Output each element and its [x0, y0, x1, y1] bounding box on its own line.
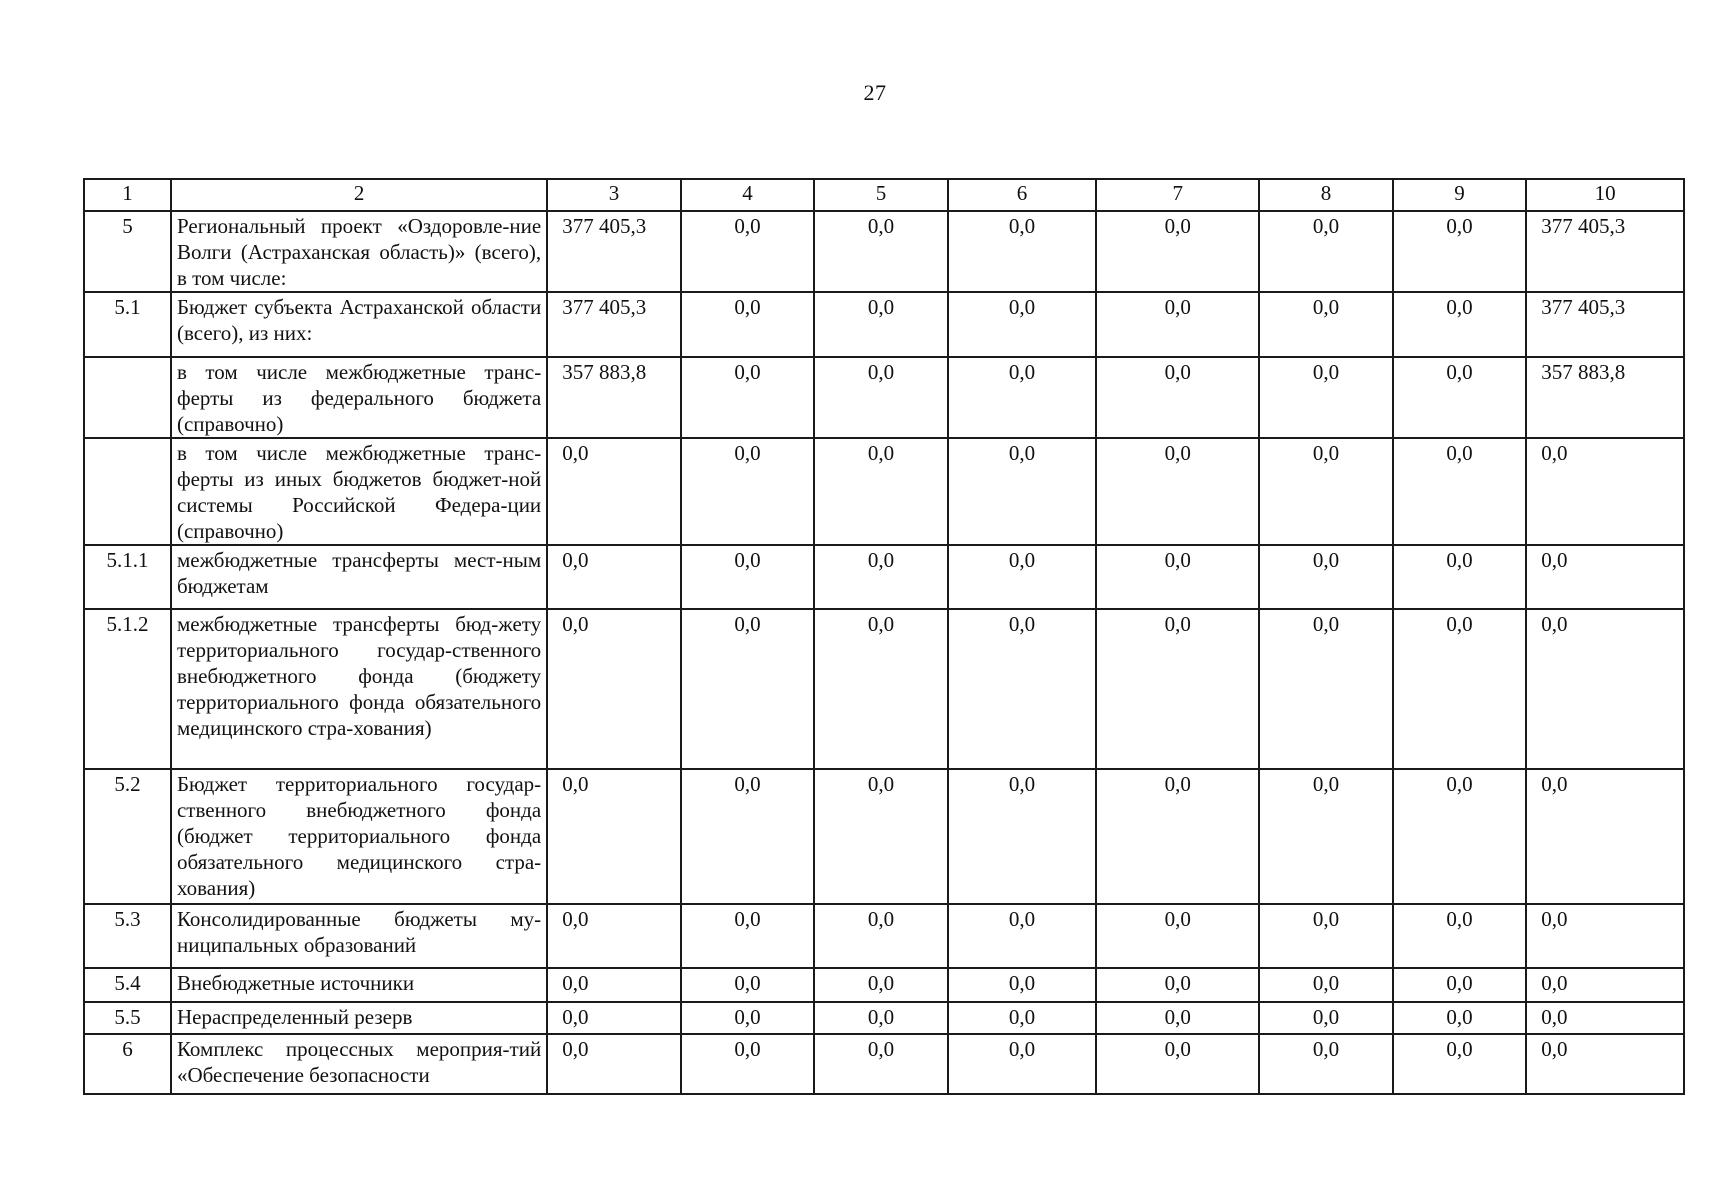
value-cell: 377 405,3: [547, 211, 681, 292]
value-cell: 0,0: [681, 211, 815, 292]
value-cell: 0,0: [948, 357, 1097, 438]
table-row: [84, 1002, 1684, 1034]
value-cell: 0,0: [681, 769, 815, 904]
value-cell: 0,0: [1096, 769, 1259, 904]
table-row: [84, 292, 1684, 357]
value-cell: 0,0: [547, 769, 681, 904]
value-cell: 0,0: [1259, 357, 1393, 438]
row-description: межбюджетные трансферты мест-ным бюджетам: [171, 545, 547, 609]
value-cell: 0,0: [1393, 904, 1527, 968]
value-cell: 0,0: [547, 1034, 681, 1094]
value-cell: 0,0: [948, 769, 1097, 904]
value-cell: 0,0: [814, 545, 948, 609]
table-row: [84, 1034, 1684, 1094]
column-number: 10: [1526, 179, 1684, 211]
value-cell: 0,0: [1096, 1002, 1259, 1034]
value-cell: 0,0: [1526, 609, 1684, 769]
value-cell: 0,0: [948, 904, 1097, 968]
value-cell: 0,0: [1259, 1034, 1393, 1094]
value-cell: 0,0: [948, 609, 1097, 769]
value-cell: 0,0: [814, 968, 948, 1002]
row-number: 5.4: [84, 968, 171, 1002]
value-cell: 0,0: [547, 968, 681, 1002]
row-number: 5.1: [84, 292, 171, 357]
row-description: Бюджет субъекта Астраханской области (всего), из них:: [171, 292, 547, 357]
value-cell: 0,0: [1526, 968, 1684, 1002]
row-number: 6: [84, 1034, 171, 1094]
value-cell: 0,0: [1259, 292, 1393, 357]
value-cell: 0,0: [814, 1034, 948, 1094]
value-cell: 0,0: [1526, 769, 1684, 904]
table-row: [84, 438, 1684, 545]
table-row: [84, 968, 1684, 1002]
value-cell: 0,0: [948, 1002, 1097, 1034]
value-cell: 0,0: [1259, 211, 1393, 292]
value-cell: 0,0: [1393, 438, 1527, 545]
value-cell: 0,0: [948, 968, 1097, 1002]
value-cell: 0,0: [814, 438, 948, 545]
value-cell: 0,0: [1393, 1034, 1527, 1094]
column-number: 5: [814, 179, 948, 211]
value-cell: 0,0: [1526, 1034, 1684, 1094]
value-cell: 0,0: [547, 1002, 681, 1034]
row-number: [84, 357, 171, 438]
value-cell: 0,0: [1096, 1034, 1259, 1094]
row-description: Консолидированные бюджеты му-ниципальных образований: [171, 904, 547, 968]
column-number: 9: [1393, 179, 1527, 211]
value-cell: 0,0: [1393, 211, 1527, 292]
value-cell: 0,0: [547, 609, 681, 769]
page-number: 27: [863, 80, 887, 105]
value-cell: 0,0: [1259, 438, 1393, 545]
value-cell: 0,0: [681, 1002, 815, 1034]
value-cell: 0,0: [1096, 609, 1259, 769]
value-cell: 377 405,3: [1526, 211, 1684, 292]
value-cell: 0,0: [681, 1034, 815, 1094]
value-cell: 0,0: [681, 438, 815, 545]
value-cell: 357 883,8: [547, 357, 681, 438]
value-cell: 0,0: [948, 438, 1097, 545]
value-cell: 0,0: [1393, 292, 1527, 357]
value-cell: 0,0: [681, 545, 815, 609]
column-number: 4: [681, 179, 815, 211]
value-cell: 0,0: [547, 545, 681, 609]
value-cell: 0,0: [547, 904, 681, 968]
row-description: Нераспределенный резерв: [171, 1002, 547, 1034]
row-description: Региональный проект «Оздоровле-ние Волги (Астраханская область)» (всего), в том числе:: [171, 211, 547, 292]
column-number: 8: [1259, 179, 1393, 211]
table-row: [84, 211, 1684, 292]
row-number: [84, 438, 171, 545]
value-cell: 0,0: [681, 609, 815, 769]
value-cell: 0,0: [814, 1002, 948, 1034]
value-cell: 0,0: [1259, 609, 1393, 769]
column-number: 6: [948, 179, 1097, 211]
value-cell: 0,0: [1096, 438, 1259, 545]
value-cell: 0,0: [1259, 1002, 1393, 1034]
row-description: Бюджет территориального государ-ственного внебюджетного фонда (бюджет территориального фонда обязательного медицинского стра-хования): [171, 769, 547, 904]
row-description: Комплекс процессных мероприя-тий «Обеспечение безопасности: [171, 1034, 547, 1094]
column-number: 7: [1096, 179, 1259, 211]
value-cell: 0,0: [681, 904, 815, 968]
row-description: Внебюджетные источники: [171, 968, 547, 1002]
value-cell: 0,0: [1526, 438, 1684, 545]
value-cell: 0,0: [1259, 904, 1393, 968]
value-cell: 0,0: [1393, 357, 1527, 438]
row-number: 5.5: [84, 1002, 171, 1034]
value-cell: 0,0: [1526, 1002, 1684, 1034]
table-row: [84, 609, 1684, 769]
value-cell: 0,0: [814, 211, 948, 292]
value-cell: 377 405,3: [547, 292, 681, 357]
value-cell: 0,0: [1096, 357, 1259, 438]
value-cell: 0,0: [948, 545, 1097, 609]
value-cell: 0,0: [1096, 545, 1259, 609]
column-number: 2: [171, 179, 547, 211]
value-cell: 0,0: [1526, 904, 1684, 968]
value-cell: 0,0: [814, 904, 948, 968]
value-cell: 0,0: [814, 609, 948, 769]
value-cell: 0,0: [681, 968, 815, 1002]
value-cell: 0,0: [1259, 545, 1393, 609]
row-description: в том числе межбюджетные транс-ферты из федерального бюджета (справочно): [171, 357, 547, 438]
value-cell: 0,0: [1259, 968, 1393, 1002]
value-cell: 0,0: [1393, 1002, 1527, 1034]
row-number: 5: [84, 211, 171, 292]
value-cell: 0,0: [814, 769, 948, 904]
value-cell: 377 405,3: [1526, 292, 1684, 357]
value-cell: 0,0: [1393, 609, 1527, 769]
value-cell: 0,0: [1393, 545, 1527, 609]
value-cell: 0,0: [1096, 904, 1259, 968]
value-cell: 0,0: [547, 438, 681, 545]
value-cell: 0,0: [1526, 545, 1684, 609]
value-cell: 0,0: [948, 211, 1097, 292]
row-description: в том числе межбюджетные транс-ферты из иных бюджетов бюджет-ной системы Российской Федера-ции (справочно): [171, 438, 547, 545]
value-cell: 0,0: [1096, 292, 1259, 357]
value-cell: 357 883,8: [1526, 357, 1684, 438]
table-row: [84, 357, 1684, 438]
table-header-row: [84, 179, 1684, 211]
value-cell: 0,0: [948, 1034, 1097, 1094]
value-cell: 0,0: [1096, 211, 1259, 292]
value-cell: 0,0: [1259, 769, 1393, 904]
budget-table: [83, 178, 1685, 1095]
table-row: [84, 769, 1684, 904]
value-cell: 0,0: [1393, 769, 1527, 904]
row-number: 5.2: [84, 769, 171, 904]
column-number: 1: [84, 179, 171, 211]
column-number: 3: [547, 179, 681, 211]
value-cell: 0,0: [814, 357, 948, 438]
table-row: [84, 904, 1684, 968]
row-number: 5.1.1: [84, 545, 171, 609]
row-number: 5.3: [84, 904, 171, 968]
value-cell: 0,0: [814, 292, 948, 357]
row-number: 5.1.2: [84, 609, 171, 769]
value-cell: 0,0: [1393, 968, 1527, 1002]
table-row: [84, 545, 1684, 609]
value-cell: 0,0: [948, 292, 1097, 357]
value-cell: 0,0: [681, 357, 815, 438]
row-description: межбюджетные трансферты бюд-жету территориального государ-ственного внебюджетного фонда (бюджету территориального фонда обязательного медицинского стра-хования): [171, 609, 547, 769]
value-cell: 0,0: [681, 292, 815, 357]
value-cell: 0,0: [1096, 968, 1259, 1002]
